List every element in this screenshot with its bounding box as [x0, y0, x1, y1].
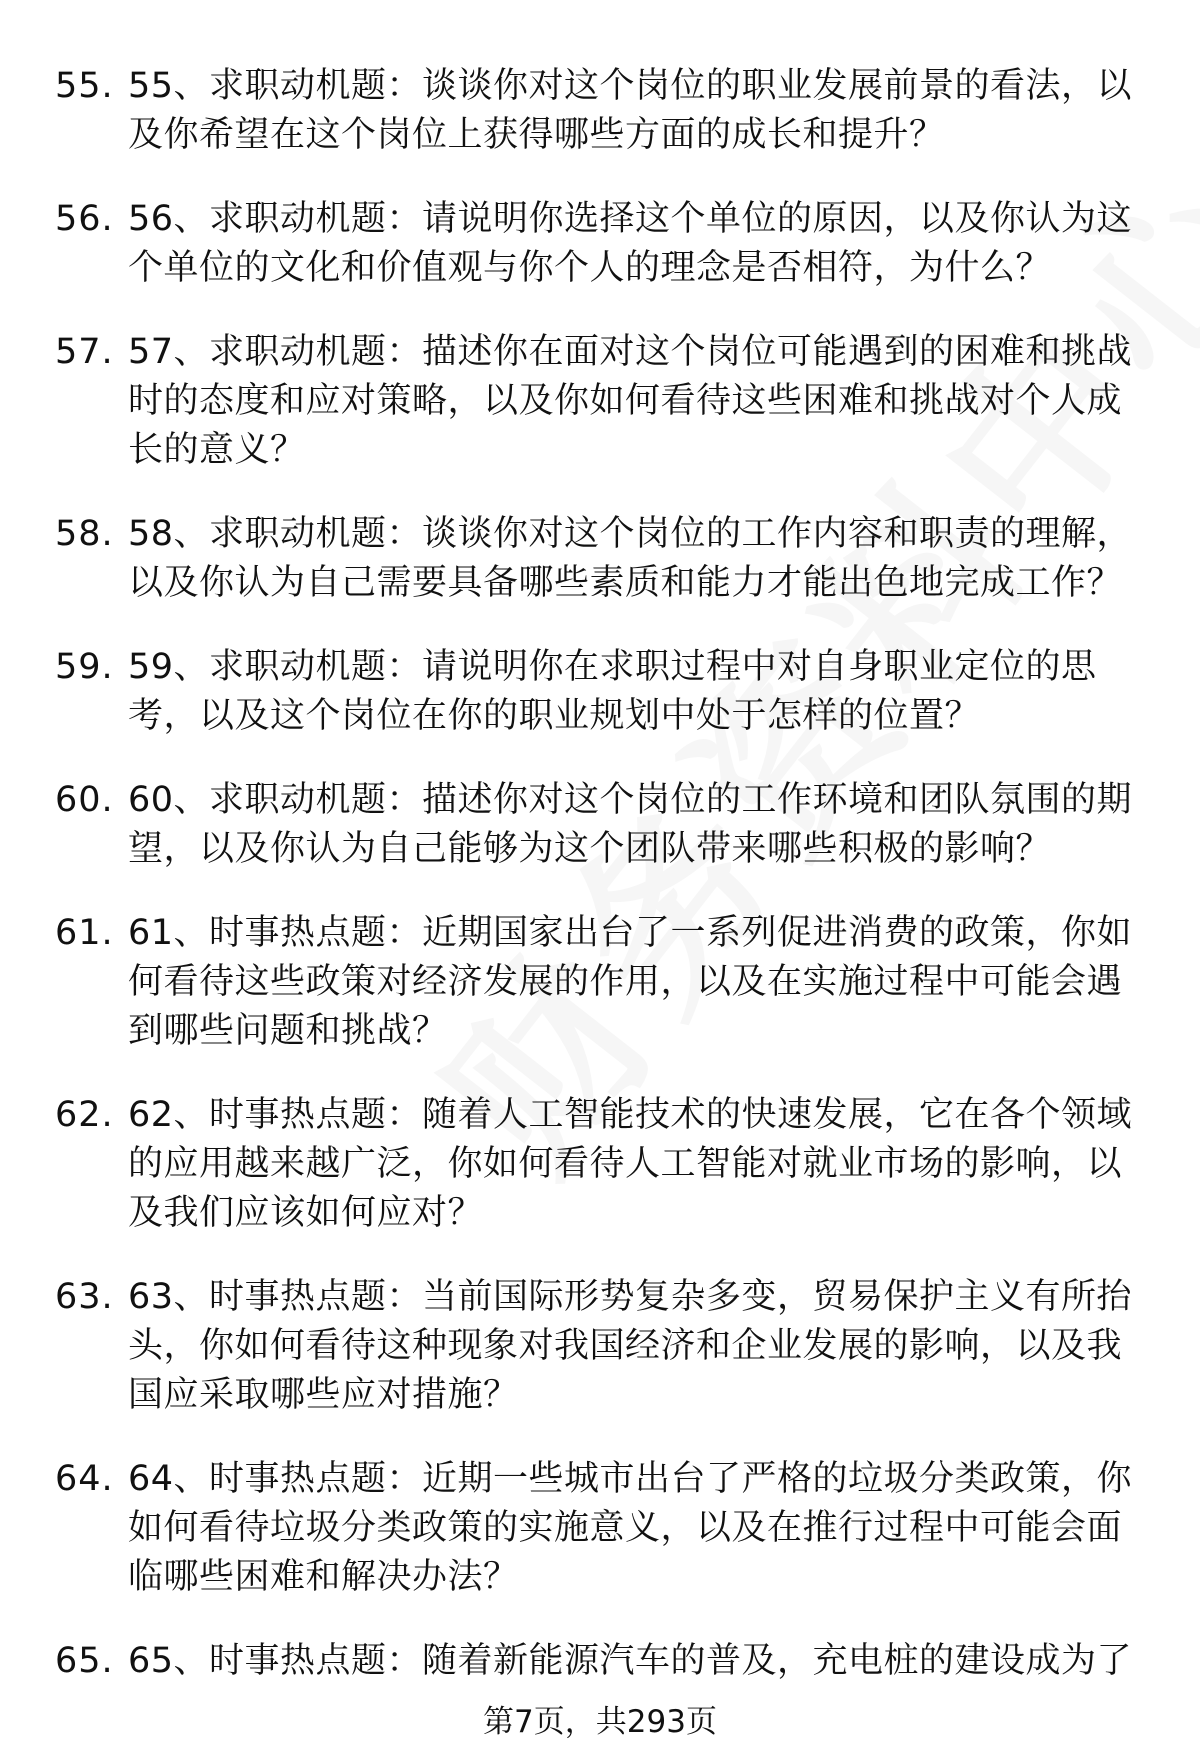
item-text: 60、求职动机题：描述你对这个岗位的工作环境和团队氛围的期望，以及你认为自己能够为这个团队带来哪些积极的影响？ — [128, 780, 1133, 869]
item-text: 65、时事热点题：随着新能源汽车的普及，充电桩的建设成为了 — [128, 1641, 1133, 1681]
item-text: 58、求职动机题：谈谈你对这个岗位的工作内容和职责的理解，以及你认为自己需要具备哪些素质和能力才能出色地完成工作？ — [128, 514, 1133, 603]
list-item — [0, 1091, 1200, 1238]
item-text: 62、时事热点题：随着人工智能技术的快速发展，它在各个领域的应用越来越广泛，你如何看待人工智能对就业市场的影响，以及我们应该如何应对？ — [128, 1095, 1133, 1233]
item-number: 59. — [55, 647, 114, 687]
list-item — [0, 1273, 1200, 1420]
item-number: 56. — [55, 199, 114, 239]
item-text: 61、时事热点题：近期国家出台了一系列促进消费的政策，你如何看待这些政策对经济发展的作用，以及在实施过程中可能会遇到哪些问题和挑战？ — [128, 913, 1133, 1051]
list-item — [0, 1637, 1200, 1686]
item-text: 57、求职动机题：描述你在面对这个岗位可能遇到的困难和挑战时的态度和应对策略，以及你如何看待这些困难和挑战对个人成长的意义？ — [128, 332, 1133, 470]
list-item — [0, 776, 1200, 874]
question-list — [0, 62, 1200, 1721]
list-item — [0, 510, 1200, 608]
item-number: 61. — [55, 913, 114, 953]
item-number: 57. — [55, 332, 114, 372]
item-text: 64、时事热点题：近期一些城市出台了严格的垃圾分类政策，你如何看待垃圾分类政策的实施意义，以及在推行过程中可能会面临哪些困难和解决办法？ — [128, 1459, 1133, 1597]
item-number: 55. — [55, 66, 114, 106]
item-number: 58. — [55, 514, 114, 554]
item-number: 63. — [55, 1277, 114, 1317]
item-number: 65. — [55, 1641, 114, 1681]
list-item — [0, 909, 1200, 1056]
item-text: 59、求职动机题：请说明你在求职过程中对自身职业定位的思考，以及这个岗位在你的职业规划中处于怎样的位置？ — [128, 647, 1097, 736]
list-item — [0, 62, 1200, 160]
item-text: 55、求职动机题：谈谈你对这个岗位的职业发展前景的看法，以及你希望在这个岗位上获得哪些方面的成长和提升？ — [128, 66, 1133, 155]
item-text: 63、时事热点题：当前国际形势复杂多变，贸易保护主义有所抬头，你如何看待这种现象对我国经济和企业发展的影响，以及我国应采取哪些应对措施？ — [128, 1277, 1133, 1415]
list-item — [0, 643, 1200, 741]
list-item — [0, 195, 1200, 293]
item-number: 60. — [55, 780, 114, 820]
page-footer: 第7页，共293页 — [483, 1704, 717, 1740]
item-number: 64. — [55, 1459, 114, 1499]
list-item — [0, 328, 1200, 475]
list-item — [0, 1455, 1200, 1602]
item-text: 56、求职动机题：请说明你选择这个单位的原因，以及你认为这个单位的文化和价值观与你个人的理念是否相符，为什么？ — [128, 199, 1133, 288]
item-number: 62. — [55, 1095, 114, 1135]
